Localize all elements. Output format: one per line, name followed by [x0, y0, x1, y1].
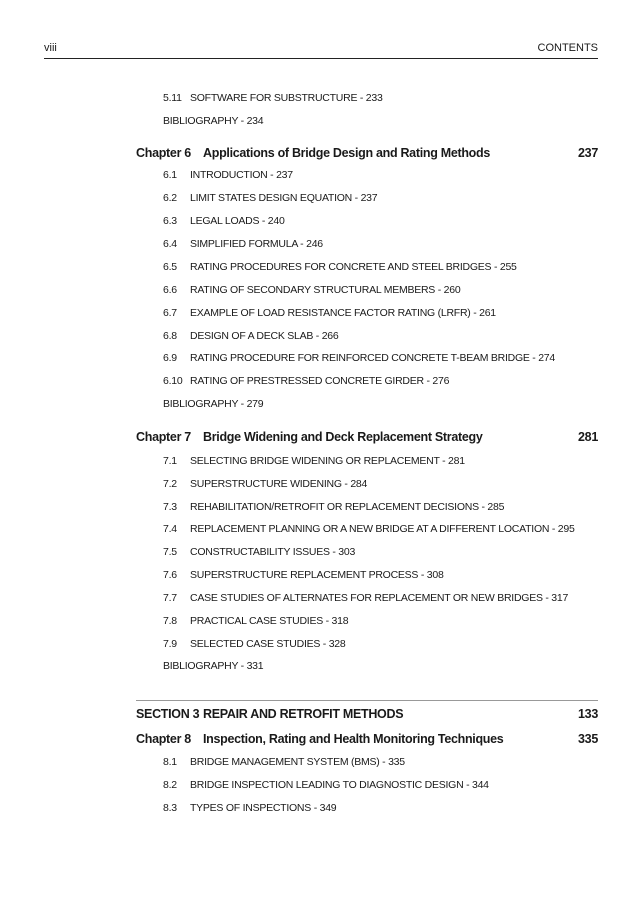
chapter-page: 281 — [578, 430, 598, 444]
entry-text: RATING OF PRESTRESSED CONCRETE GIRDER - 276 — [190, 375, 450, 387]
toc-entry-6-9[interactable] — [163, 351, 555, 365]
entry-text: PRACTICAL CASE STUDIES - 318 — [190, 615, 349, 627]
chapter-title: Applications of Bridge Design and Rating Methods — [203, 146, 490, 160]
entry-number: 6.2 — [163, 192, 177, 204]
entry-number: 6.8 — [163, 330, 177, 342]
entry-number: 6.7 — [163, 307, 177, 319]
toc-entry-8-1[interactable] — [163, 755, 405, 769]
entry-text: CONSTRUCTABILITY ISSUES - 303 — [190, 546, 356, 558]
entry-text: SUPERSTRUCTURE REPLACEMENT PROCESS - 308 — [190, 569, 444, 581]
entry-text: RATING PROCEDURE FOR REINFORCED CONCRETE T-BEAM BRIDGE - 274 — [190, 352, 555, 364]
toc-entry-7-6[interactable] — [163, 568, 444, 582]
chapter-8-heading[interactable] — [136, 732, 598, 748]
toc-entry-7-8[interactable] — [163, 614, 348, 628]
toc-entry-7-4[interactable] — [163, 522, 575, 536]
entry-number: 6.4 — [163, 238, 177, 250]
chapter-label: Chapter 7 — [136, 430, 191, 444]
toc-entry-6-6[interactable] — [163, 283, 460, 297]
chapter-label: Chapter 6 — [136, 146, 191, 160]
entry-number: 7.4 — [163, 523, 177, 535]
entry-number: 7.7 — [163, 592, 177, 604]
entry-text: TYPES OF INSPECTIONS - 349 — [190, 802, 337, 814]
toc-entry-7-7[interactable] — [163, 591, 568, 605]
entry-number: 7.9 — [163, 638, 177, 650]
chapter-title: Bridge Widening and Deck Replacement Strategy — [203, 430, 483, 444]
toc-entry-6-5[interactable] — [163, 260, 517, 274]
toc-entry-7-5[interactable] — [163, 545, 355, 559]
entry-text: SOFTWARE FOR SUBSTRUCTURE - 233 — [190, 92, 383, 104]
toc-entry-6-2[interactable] — [163, 191, 377, 205]
toc-entry-6-1[interactable] — [163, 168, 293, 182]
entry-number: 5.11 — [163, 92, 182, 104]
toc-entry-6-4[interactable] — [163, 237, 323, 251]
toc-entry-7-2[interactable] — [163, 477, 367, 491]
entry-text: RATING PROCEDURES FOR CONCRETE AND STEEL BRIDGES - 255 — [190, 261, 517, 273]
entry-text: CASE STUDIES OF ALTERNATES FOR REPLACEMENT OR NEW BRIDGES - 317 — [190, 592, 569, 604]
entry-number: 7.8 — [163, 615, 177, 627]
toc-entry-5-11[interactable] — [163, 91, 383, 105]
entry-text: DESIGN OF A DECK SLAB - 266 — [190, 330, 339, 342]
entry-text: REPLACEMENT PLANNING OR A NEW BRIDGE AT A DIFFERENT LOCATION - 295 — [190, 523, 575, 535]
chapter-6-heading[interactable] — [136, 146, 598, 162]
entry-text: LEGAL LOADS - 240 — [190, 215, 285, 227]
entry-number: 6.6 — [163, 284, 177, 296]
toc-bibliography-ch5[interactable]: BIBLIOGRAPHY - 234 — [163, 115, 264, 127]
entry-number: 6.3 — [163, 215, 177, 227]
section-page: 133 — [578, 707, 598, 721]
toc-entry-6-3[interactable] — [163, 214, 285, 228]
entry-text: EXAMPLE OF LOAD RESISTANCE FACTOR RATING (LRFR) - 261 — [190, 307, 496, 319]
entry-text: INTRODUCTION - 237 — [190, 169, 293, 181]
toc-entry-8-3[interactable] — [163, 801, 336, 815]
entry-number: 7.3 — [163, 501, 177, 513]
toc-entry-7-9[interactable] — [163, 637, 345, 651]
toc-entry-8-2[interactable] — [163, 778, 489, 792]
entry-number: 6.1 — [163, 169, 177, 181]
chapter-7-heading[interactable] — [136, 430, 598, 446]
entry-text: BRIDGE INSPECTION LEADING TO DIAGNOSTIC DESIGN - 344 — [190, 779, 489, 791]
entry-number: 7.1 — [163, 455, 177, 467]
section-3-heading[interactable] — [136, 707, 598, 723]
entry-number: 8.3 — [163, 802, 177, 814]
entry-text: SELECTED CASE STUDIES - 328 — [190, 638, 346, 650]
running-head-title: CONTENTS — [537, 42, 598, 54]
entry-text: SIMPLIFIED FORMULA - 246 — [190, 238, 323, 250]
entry-text: SUPERSTRUCTURE WIDENING - 284 — [190, 478, 368, 490]
entry-number: 8.1 — [163, 756, 177, 768]
running-head — [44, 40, 598, 59]
entry-number: 6.9 — [163, 352, 177, 364]
entry-text: BRIDGE MANAGEMENT SYSTEM (BMS) - 335 — [190, 756, 405, 768]
section-divider — [136, 700, 598, 701]
toc-entry-6-7[interactable] — [163, 306, 496, 320]
toc-bibliography-ch6[interactable]: BIBLIOGRAPHY - 279 — [163, 398, 264, 410]
section-title: REPAIR AND RETROFIT METHODS — [203, 707, 404, 721]
entry-number: 7.2 — [163, 478, 177, 490]
entry-number: 8.2 — [163, 779, 177, 791]
entry-text: LIMIT STATES DESIGN EQUATION - 237 — [190, 192, 378, 204]
entry-text: REHABILITATION/RETROFIT OR REPLACEMENT DECISIONS - 285 — [190, 501, 505, 513]
entry-number: 7.5 — [163, 546, 177, 558]
chapter-page: 335 — [578, 732, 598, 746]
toc-entry-7-3[interactable] — [163, 500, 504, 514]
toc-bibliography-ch7[interactable]: BIBLIOGRAPHY - 331 — [163, 660, 264, 672]
toc-entry-6-10[interactable] — [163, 374, 449, 388]
chapter-title: Inspection, Rating and Health Monitoring Techniques — [203, 732, 504, 746]
entry-text: SELECTING BRIDGE WIDENING OR REPLACEMENT - 281 — [190, 455, 465, 467]
page-number: viii — [44, 42, 57, 54]
toc-entry-6-8[interactable] — [163, 329, 338, 343]
section-label: SECTION 3 — [136, 707, 200, 721]
entry-number: 6.10 — [163, 375, 183, 387]
entry-number: 7.6 — [163, 569, 177, 581]
entry-number: 6.5 — [163, 261, 177, 273]
toc-entry-7-1[interactable] — [163, 454, 465, 468]
chapter-page: 237 — [578, 146, 598, 160]
entry-text: RATING OF SECONDARY STRUCTURAL MEMBERS - 260 — [190, 284, 461, 296]
chapter-label: Chapter 8 — [136, 732, 191, 746]
